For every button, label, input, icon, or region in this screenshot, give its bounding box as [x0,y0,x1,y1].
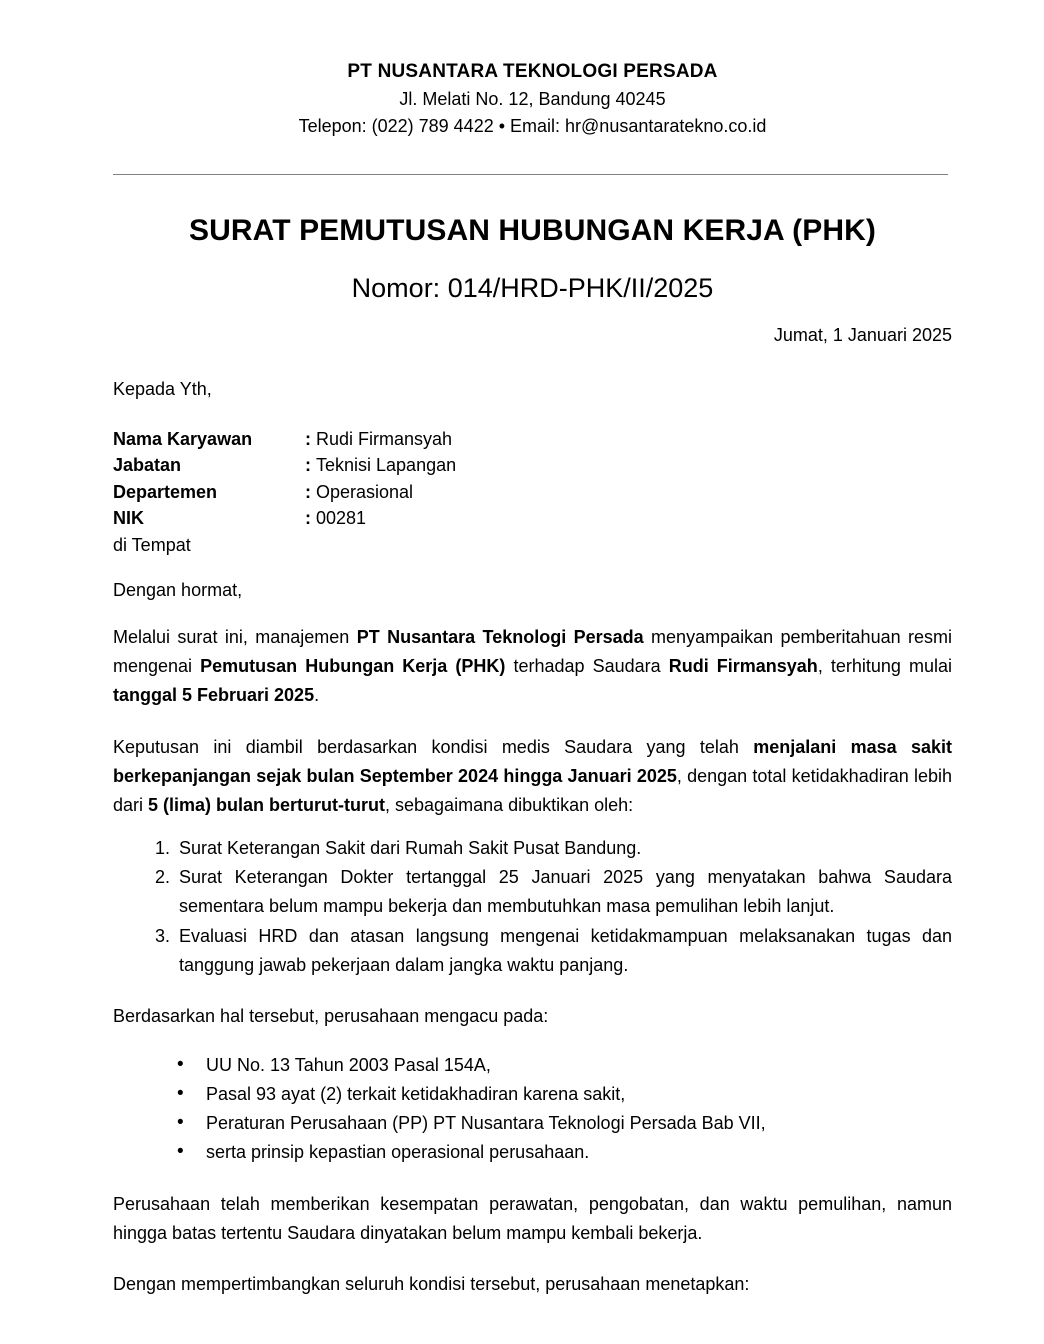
text-bold-employee: Rudi Firmansyah [668,656,818,677]
field-value-jabatan: Teknisi Lapangan [316,455,457,476]
list-item: • Pasal 93 ayat (2) terkait ketidakhadiran karena sakit, [177,1080,952,1109]
field-value-nik: 00281 [316,508,367,529]
letterhead [113,0,952,141]
company-address: Jl. Melati No. 12, Bandung 40245 [399,88,666,109]
text-segment: , dengan total ketidakhadiran lebih dari [113,765,952,815]
paragraph-determination-intro: Dengan mempertimbangkan seluruh kondisi tersebut, perusahaan menetapkan: [113,1273,750,1294]
evidence-list [113,834,952,980]
document-title: SURAT PEMUTUSAN HUBUNGAN KERJA (PHK) [189,214,876,248]
field-value-departemen: Operasional [316,481,414,502]
field-label-jabatan: Jabatan [113,455,182,476]
paragraph-medical-reason [113,733,952,820]
table-row [113,426,456,452]
list-item: • UU No. 13 Tahun 2003 Pasal 154A, [177,1051,952,1080]
list-item: 2. Surat Keterangan Dokter tertanggal 25 Januari 2025 yang menyatakan bahwa Saudara sementara belum mampu bekerja dan membutuhkan masa pemulihan lebih lanjut. [175,863,952,921]
field-label-nik: NIK [113,508,144,529]
field-separator: : [305,481,311,502]
text-bold-effective-date: tanggal 5 Februari 2025 [113,685,315,706]
text-bold-absence-duration: 5 (lima) bulan berturut-turut [148,794,386,815]
field-label-departemen: Departemen [113,481,218,502]
list-item: • serta prinsip kepastian operasional perusahaan. [177,1138,952,1167]
table-row [113,505,456,531]
company-name: PT NUSANTARA TEKNOLOGI PERSADA [347,61,718,82]
paragraph-opportunity-given: Perusahaan telah memberikan kesempatan perawatan, pengobatan, dan waktu pemulihan, namun hingga batas tertentu Saudara dinyatakan belum mampu kembali bekerja. [113,1193,952,1243]
document-number: Nomor: 014/HRD-PHK/II/2025 [351,273,714,304]
field-value-nama-karyawan: Rudi Firmansyah [316,428,453,449]
field-separator: : [305,508,311,529]
document-sheet [113,0,952,1299]
field-separator: : [305,428,311,449]
recipient-salutation: Kepada Yth, [113,378,212,399]
text-segment: terhadap Saudara [505,656,669,677]
list-item: 1. Surat Keterangan Sakit dari Rumah Sakit Pusat Bandung. [175,834,952,863]
title-block [113,211,952,307]
text-segment: , sebagaimana dibuktikan oleh: [385,794,634,815]
text-segment: Keputusan ini diambil berdasarkan kondisi medis Saudara yang telah [113,736,754,757]
field-label-nama-karyawan: Nama Karyawan [113,428,253,449]
legal-basis-list [113,1051,952,1168]
table-row [113,479,456,505]
company-contact: Telepon: (022) 789 4422 • Email: hr@nusantaratekno.co.id [298,116,767,137]
recipient-details-table [113,426,456,532]
text-segment: . [314,685,320,706]
text-bold-company: PT Nusantara Teknologi Persada [356,627,644,648]
text-bold-sick-period: menjalani masa sakit berkepanjangan sejak bulan September 2024 hingga Januari 2025 [113,736,952,786]
recipient-place: di Tempat [113,534,191,555]
header-divider [113,174,948,175]
text-segment: , terhitung mulai [817,656,953,677]
table-row [113,452,456,478]
list-item: • Peraturan Perusahaan (PP) PT Nusantara Teknologi Persada Bab VII, [177,1109,952,1138]
legal-basis-intro: Berdasarkan hal tersebut, perusahaan mengacu pada: [113,1005,549,1026]
field-separator: : [305,455,311,476]
text-bold-phk: Pemutusan Hubungan Kerja (PHK) [200,656,506,677]
list-item: 3. Evaluasi HRD dan atasan langsung mengenai ketidakmampuan melaksanakan tugas dan tanggung jawab pekerjaan dalam jangka waktu panjang. [175,922,952,980]
text-segment: menyampaikan pemberitahuan resmi mengenai [113,627,952,677]
paragraph-notification [113,623,952,710]
text-segment: Melalui surat ini, manajemen [113,627,357,648]
letter-date: Jumat, 1 Januari 2025 [773,324,952,345]
greeting: Dengan hormat, [113,580,243,601]
